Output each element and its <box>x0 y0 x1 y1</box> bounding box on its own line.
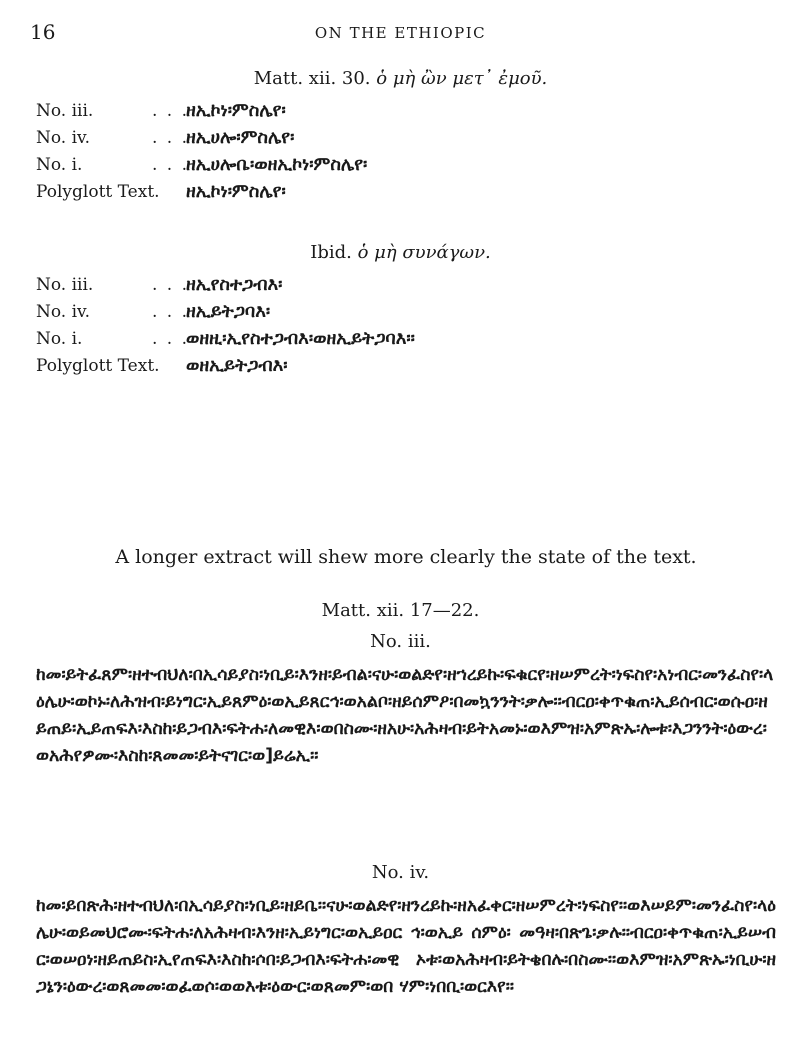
ethiopic-reading: ዘኢሀሎ፡ምስሌየ፡ <box>186 127 295 148</box>
running-head: ON THE ETHIOPIC <box>314 24 487 42</box>
block-heading-no-iii: No. iii. <box>370 631 431 652</box>
ethiopic-reading: ወዘዚ፡ኢየስተጋብእ፡ወዘኢይትጋባእ፡፡ <box>186 328 415 349</box>
leader-dots: . . . <box>152 329 190 349</box>
section1-reference: Matt. xii. 30. <box>253 68 371 89</box>
section1-row-no-i <box>36 154 776 181</box>
section2-row-no-iii <box>36 274 776 301</box>
section2-row-no-i <box>36 328 776 355</box>
ethiopic-reading: ዘኢኮነ፡ምስሌየ፡ <box>186 181 286 202</box>
version-label: No. iv. <box>36 128 91 148</box>
leader-dots: . . . <box>152 155 190 175</box>
ethiopic-reading: ወዘኢይትጋብእ፡ <box>186 355 288 376</box>
section2-reference: Ibid. <box>310 242 352 263</box>
leader-dots: . . . <box>152 302 190 322</box>
section1-row-polyglott <box>36 181 776 208</box>
section2-reference-line <box>0 242 801 263</box>
version-label: No. i. <box>36 329 83 349</box>
longer-extract-reference: Matt. xii. 17—22. <box>321 600 480 621</box>
leader-dots: . . . <box>152 275 190 295</box>
page-number: 16 <box>30 20 56 44</box>
ethiopic-text-no-iv: ከመ፡ይበጽሕ፡ዘተብህለ፡በኢሳይያስ፡ነቢይ፡ዘይቤ፡፡ናሁ፡ወልድየ፡ዘንረይኩ፡ዘአፈቀር፡ዘሠምረት፡ነፍስየ፡፡ወእሠይም፡መንፈስየ፡ላዕሌሁ፡ወይመህሮሙ፡ፍትሐ፡ለአሕዛብ፡እንዘ፡ኢይነግር፡ወኢይዐር ኅ፡ወኢይ ሰምዕ፡ መዓዛ፡በጽጌ፡ቃሉ፡፡ብርዐ፡ቀጥቁጠ፡ኢይሠብር፡ወሠዐነ፡ዘይጠይስ፡ኢየጠፍእ፡እስከ፡ሶበ፡ይጋብእ፡ፍትሐ፡መዊ ኦቱ፡ወአሕዛብ፡ይትቄበሉ፡በስሙ፡፡ወእምዝ፡አምጽኡ፡ነቢሁ፡ዘ ጋኔን፡ዕውረ፡ወጸመመ፡ወፈወሶ፡ወወእቱ፡ዕውር፡ወጸመም፡ወበ ሃም፡ነበቢ፡ወርእየ፡፡ <box>36 896 776 997</box>
block-heading-no-iv: No. iv. <box>371 862 430 883</box>
ethiopic-reading: ዘኢኮነ፡ምስሌየ፡ <box>186 100 286 121</box>
version-label: Polyglott Text. <box>36 356 160 376</box>
section1-greek: ὁ μὴ ὢν μετ᾽ ἐμοῦ. <box>376 68 548 89</box>
ethiopic-text-no-iii: ከመ፡ይትፈጸም፡ዘተብህለ፡በኢሳይያስ፡ነቢይ፡እንዘ፡ይብል፡ናሁ፡ወልድየ፡ዘኀረይኩ፡ፍቁርየ፡ዘሠምረት፡ነፍስየ፡አነብር፡መንፈስየ፡ላዕሌሁ፡ወኮኑ፡ለሕዝብ፡ይነግር፡ኢይጸምዕ፡ወኢይጸርኅ፡ወአልቦ፡ዘይሰምዖ፡በመኳንንት፡ቃሎ፡፡ብርዐ፡ቀጥቁጠ፡ኢይሰብር፡ወሱዐ፡ዘይጠይ፡ኢይጠፍእ፡እስከ፡ይጋብእ፡ፍትሐ፡ለመዊእ፡ወበስሙ፡ዘአሁ፡አሕዛብ፡ይትአመኑ፡ወእምዝ፡አምጽኡ፡ሎቱ፡እጋንንት፡ዕውረ፡ወአሕየዎሙ፡እስከ፡ጸመመ፡ይትናገር፡ወ]ይሬኢ፡፡ <box>36 665 774 766</box>
ethiopic-reading: ዘኢየስተጋብእ፡ <box>186 274 283 295</box>
leader-dots: . . . <box>152 128 190 148</box>
ethiopic-reading: ዘኢሀሎቤ፡ወዘኢኮነ፡ምስሌየ፡ <box>186 154 368 175</box>
version-label: No. i. <box>36 155 83 175</box>
version-label: Polyglott Text. <box>36 182 160 202</box>
section1-reference-line <box>0 68 801 89</box>
version-label: No. iii. <box>36 275 94 295</box>
version-label: No. iv. <box>36 302 91 322</box>
leader-dots: . . . <box>152 101 190 121</box>
section2-row-no-iv <box>36 301 776 328</box>
section2-row-polyglott <box>36 355 776 382</box>
version-label: No. iii. <box>36 101 94 121</box>
ethiopic-reading: ዘኢይትጋባእ፡ <box>186 301 271 322</box>
prose-paragraph: A longer extract will shew more clearly the state of the text. <box>115 546 697 568</box>
section2-greek: ὁ μὴ συνάγων. <box>357 242 491 263</box>
section1-row-no-iv <box>36 127 776 154</box>
section1-row-no-iii <box>36 100 776 127</box>
